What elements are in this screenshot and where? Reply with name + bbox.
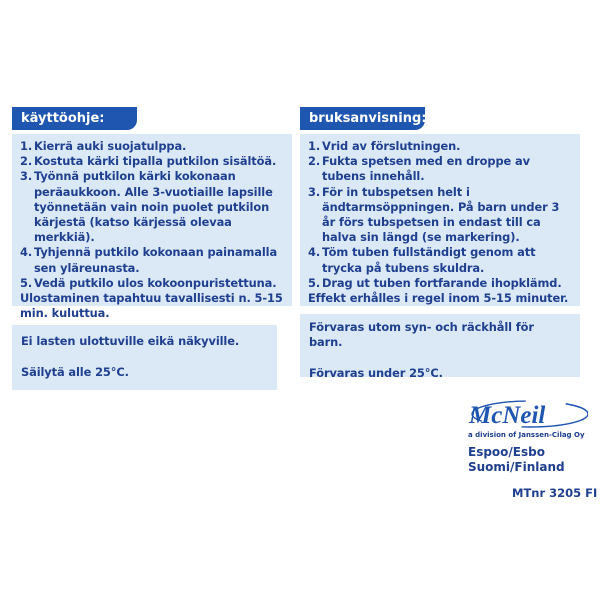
list-item	[308, 245, 572, 275]
step-number: 4.	[20, 245, 33, 260]
finnish-instructions-tab: käyttöohje:	[12, 107, 137, 130]
list-item	[308, 139, 572, 154]
list-item	[308, 154, 572, 184]
step-number: 3.	[308, 184, 321, 199]
swedish-instructions-box	[300, 134, 580, 306]
step-text: Tyhjennä putkilo kokonaan painamalla sen yläreunasta.	[34, 245, 278, 275]
company-address	[468, 445, 565, 475]
swedish-storage-warning: Förvaras utom syn- och räckhåll för barn.	[309, 320, 534, 350]
finnish-instructions-box	[12, 134, 292, 321]
company-country: Suomi/Finland	[468, 460, 565, 474]
step-number: 5.	[20, 275, 33, 290]
list-item	[20, 276, 284, 291]
step-number: 1.	[308, 139, 321, 153]
step-text: Töm tuben fullständigt genom att trycka på tubens skuldra.	[322, 245, 536, 275]
step-number: 3.	[20, 169, 33, 184]
step-text: Drag ut tuben fortfarande ihopklämd.	[322, 275, 562, 290]
step-text: Vrid av förslutningen.	[322, 139, 461, 153]
step-text: Kostuta kärki tipalla putkilon sisältöä.	[34, 154, 277, 169]
finnish-instructions-section	[12, 107, 292, 321]
mcneil-logo-icon	[466, 399, 588, 429]
list-item	[308, 276, 572, 291]
finnish-storage-temperature: Säilytä alle 25°C.	[21, 365, 129, 380]
product-code: MTnr 3205 FI	[512, 486, 598, 500]
step-number: 2.	[308, 154, 321, 169]
mcneil-logo	[466, 399, 588, 429]
swedish-instructions-tab: bruksanvisning:	[300, 107, 425, 130]
step-text: Työnnä putkilon kärki kokonaan peräaukkoon. Alle 3-vuotiaille lapsille työnnetään vain noin puolet putkilon kärjestä (katso kärjessä olevaa merkkiä).	[34, 169, 273, 245]
list-item	[20, 139, 284, 154]
finnish-storage-box	[12, 325, 277, 390]
swedish-storage-temperature: Förvaras under 25°C.	[309, 366, 443, 381]
step-text: För in tubspetsen helt i ändtarmsöppningen. På barn under 3 år förs tubspetsen in endast till ca halva sin längd (se markering).	[322, 184, 560, 245]
step-number: 4.	[308, 245, 321, 260]
logo-text: McNeil	[469, 402, 546, 429]
list-item	[308, 185, 572, 246]
finnish-steps-list	[20, 139, 284, 291]
list-item	[20, 245, 284, 275]
step-number: 5.	[308, 275, 321, 290]
swedish-storage-box	[300, 314, 580, 381]
list-item	[20, 154, 284, 169]
division-text: a division of Janssen-Cilag Oy	[468, 431, 585, 439]
swedish-instructions-section	[300, 107, 580, 306]
step-number: 1.	[20, 139, 33, 153]
finnish-storage-warning: Ei lasten ulottuville eikä näkyville.	[21, 334, 240, 348]
step-text: Kierrä auki suojatulppa.	[34, 139, 187, 153]
swedish-steps-list	[308, 139, 572, 291]
step-number: 2.	[20, 154, 33, 169]
finnish-effect-note: Ulostaminen tapahtuu tavallisesti n. 5-15 min. kuluttua.	[20, 291, 283, 321]
company-city: Espoo/Esbo	[468, 445, 545, 459]
step-text: Vedä putkilo ulos kokoonpuristettuna.	[34, 275, 277, 290]
swedish-effect-note: Effekt erhålles i regel inom 5-15 minuter.	[308, 291, 569, 306]
step-text: Fukta spetsen med en droppe av tubens innehåll.	[322, 154, 530, 184]
list-item	[20, 169, 284, 245]
